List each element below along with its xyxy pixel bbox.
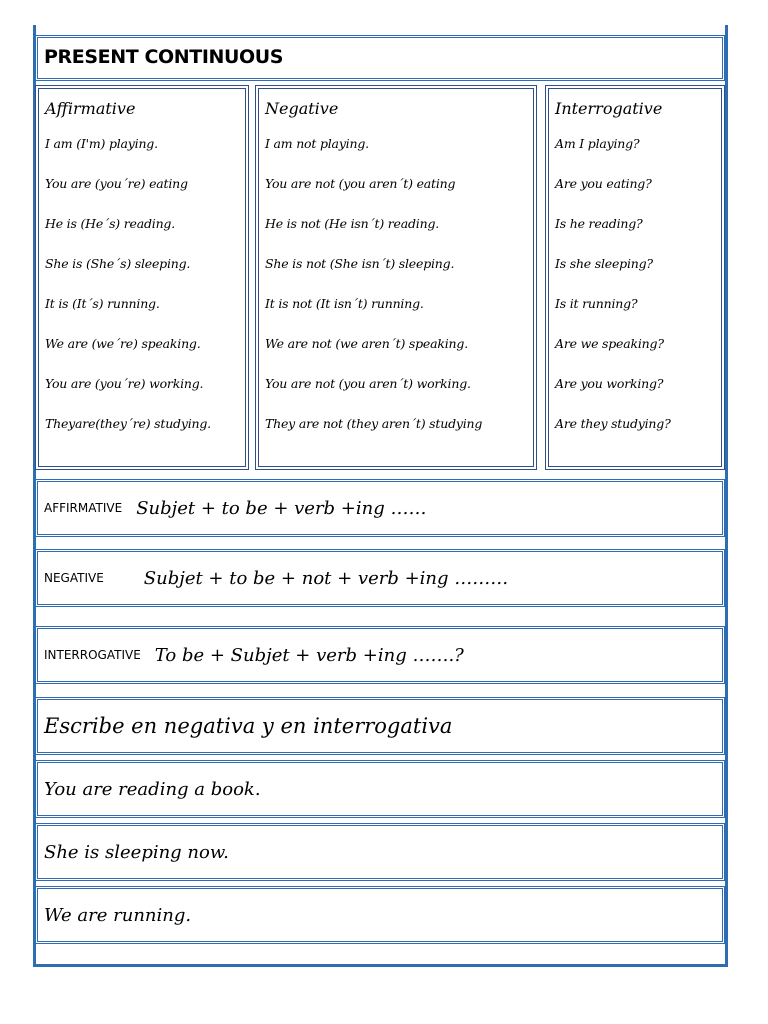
exercise-item: You are reading a book.	[35, 760, 725, 818]
interrogative-line: Am I playing?	[555, 136, 640, 151]
affirmative-line: She is (She´s) sleeping.	[45, 256, 191, 271]
interrogative-rule-label: INTERROGATIVE	[44, 648, 141, 662]
affirmative-line: It is (It´s) running.	[45, 296, 160, 311]
negative-line: I am not playing.	[265, 136, 369, 151]
negative-line: You are not (you aren´t) working.	[265, 376, 471, 391]
page-title: PRESENT CONTINUOUS	[35, 35, 725, 81]
interrogative-rule	[35, 626, 725, 684]
negative-line: It is not (It isn´t) running.	[265, 296, 424, 311]
affirmative-line: You are (you´re) eating	[45, 176, 188, 191]
negative-column	[255, 85, 537, 470]
negative-rule-formula: Subjet + to be + not + verb +ing ………	[143, 567, 509, 589]
negative-line: You are not (you aren´t) eating	[265, 176, 456, 191]
interrogative-heading: Interrogative	[555, 99, 663, 118]
affirmative-column	[35, 85, 249, 470]
interrogative-line: Are they studying?	[555, 416, 671, 431]
exercise-instruction: Escribe en negativa y en interrogativa	[35, 697, 725, 755]
negative-rule	[35, 549, 725, 607]
interrogative-line: Is he reading?	[555, 216, 643, 231]
affirmative-rule-label: AFFIRMATIVE	[44, 501, 123, 515]
interrogative-line: Are you eating?	[555, 176, 652, 191]
interrogative-line: Is it running?	[555, 296, 638, 311]
negative-line: They are not (they aren´t) studying	[265, 416, 483, 431]
affirmative-line: I am (I'm) playing.	[45, 136, 158, 151]
affirmative-line: We are (we´re) speaking.	[45, 336, 201, 351]
affirmative-heading: Affirmative	[45, 99, 136, 118]
exercise-item: We are running.	[35, 886, 725, 944]
exercise-item: She is sleeping now.	[35, 823, 725, 881]
interrogative-line: Are we speaking?	[555, 336, 664, 351]
interrogative-rule-formula: To be + Subjet + verb +ing …….?	[154, 644, 464, 666]
interrogative-line: Are you working?	[555, 376, 664, 391]
negative-line: He is not (He isn´t) reading.	[265, 216, 440, 231]
interrogative-line: Is she sleeping?	[555, 256, 653, 271]
negative-line: She is not (She isn´t) sleeping.	[265, 256, 455, 271]
affirmative-line: You are (you´re) working.	[45, 376, 204, 391]
negative-line: We are not (we aren´t) speaking.	[265, 336, 468, 351]
affirmative-rule	[35, 479, 725, 537]
affirmative-line: He is (He´s) reading.	[45, 216, 175, 231]
interrogative-column	[545, 85, 725, 470]
negative-heading: Negative	[265, 99, 339, 118]
affirmative-rule-formula: Subjet + to be + verb +ing ……	[136, 497, 427, 519]
affirmative-line: Theyare(they´re) studying.	[45, 416, 211, 431]
negative-rule-label: NEGATIVE	[44, 571, 104, 585]
